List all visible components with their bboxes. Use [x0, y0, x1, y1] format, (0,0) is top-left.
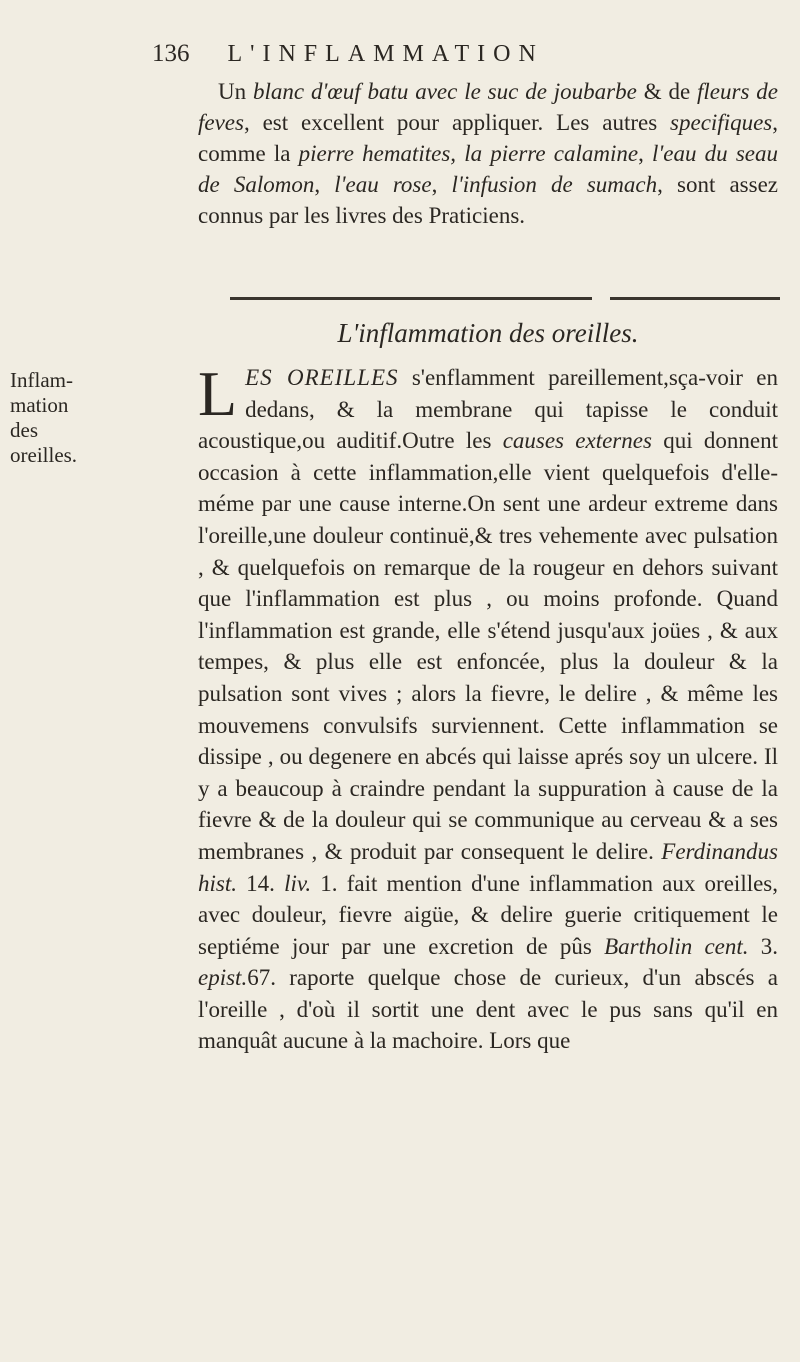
- citation-italic: liv.: [284, 870, 312, 896]
- section-divider: [610, 297, 780, 300]
- text-span: 1. fait mention d'une inflammation aux oreilles, avec douleur, fievre aigüe, & delire guerie critiquement le septiéme jour par une excretion de pûs: [198, 870, 779, 959]
- paragraph-ear-inflammation: [198, 358, 779, 1057]
- italic-span: l'eau du seau de Salomon: [198, 141, 778, 197]
- page-number: 136: [152, 40, 190, 67]
- margin-note-line: des: [10, 418, 38, 442]
- italic-span: l'eau rose: [334, 172, 432, 197]
- citation-italic: Ferdinandus hist.: [198, 838, 778, 896]
- drop-cap: L: [198, 358, 238, 429]
- paragraph-remedies: [198, 76, 778, 231]
- margin-note: [10, 368, 100, 468]
- margin-note-line: mation: [10, 393, 69, 417]
- margin-note-line: Inflam-: [10, 368, 73, 392]
- text-span: 3.: [748, 933, 779, 959]
- italic-span: l'infusion de sumach: [451, 172, 658, 197]
- text-span: 67. raporte quelque chose de curieux, d'un abscés a l'oreille , d'où il sortit une dent avec le pus sans qu'il en manquât aucune à la machoire. Lors que: [198, 965, 778, 1054]
- text-span: qui donnent occasion à cette inflammation,elle vient quelquefois d'elle-méme par une cause interne.On sent une ardeur extreme dans l'oreille,une douleur continuë,& tres vehemente avec pulsation , & quelquefois on remarque de la rougeur en dehors suivant que l'inflammation est plus , ou moins profonde. Quand l'inflammation est grande, elle s'étend jusqu'aux joües , & aux tempes, & plus elle est enfoncée, plus la douleur & la pulsation sont vives ; alors la fievre, le delire , & même les mouvemens convulsifs surviennent. Cette inflammation se dissipe , ou degenere en abcés qui laisse aprés soy un ulcere. Il y a beaucoup à craindre pendant la suppuration à cause de la fievre & de la douleur qui se communique au cerveau & a ses membranes , & produit par consequent le delire.: [198, 428, 778, 864]
- italic-span: specifiques: [670, 110, 773, 135]
- section-divider: [230, 297, 592, 300]
- citation-italic: Bartholin cent.: [604, 933, 749, 959]
- section-heading: L'inflammation des oreilles.: [337, 318, 639, 348]
- italic-span: pierre hematites, la pierre calamine: [298, 141, 639, 166]
- text-span: 14.: [236, 870, 285, 896]
- citation-italic: epist.: [198, 965, 248, 991]
- italic-span: fleurs de feves: [198, 79, 778, 135]
- text-span: s'enflamment pareillement,sça-voir en dedans, & la membrane qui tapisse le conduit acoustique,ou auditif.Outre les: [198, 365, 778, 454]
- page-header: [152, 40, 672, 68]
- italic-span: causes externes: [502, 428, 652, 454]
- text-span: ,: [431, 172, 452, 197]
- italic-span: blanc d'œuf batu avec le suc de joubarbe: [252, 79, 637, 104]
- text-span: Un: [218, 79, 253, 104]
- text-span: & de: [636, 79, 698, 104]
- text-span: ,: [638, 141, 652, 166]
- text-span: ,: [314, 172, 335, 197]
- text-span: , comme la: [198, 110, 778, 166]
- running-title: L'INFLAMMATION: [227, 41, 544, 67]
- margin-note-line: oreilles.: [10, 443, 78, 467]
- text-span: , est excellent pour appliquer. Les autres: [243, 110, 671, 135]
- small-caps-opening: ES OREILLES: [245, 365, 399, 390]
- text-span: , sont assez connus par les livres des Praticiens.: [198, 172, 778, 228]
